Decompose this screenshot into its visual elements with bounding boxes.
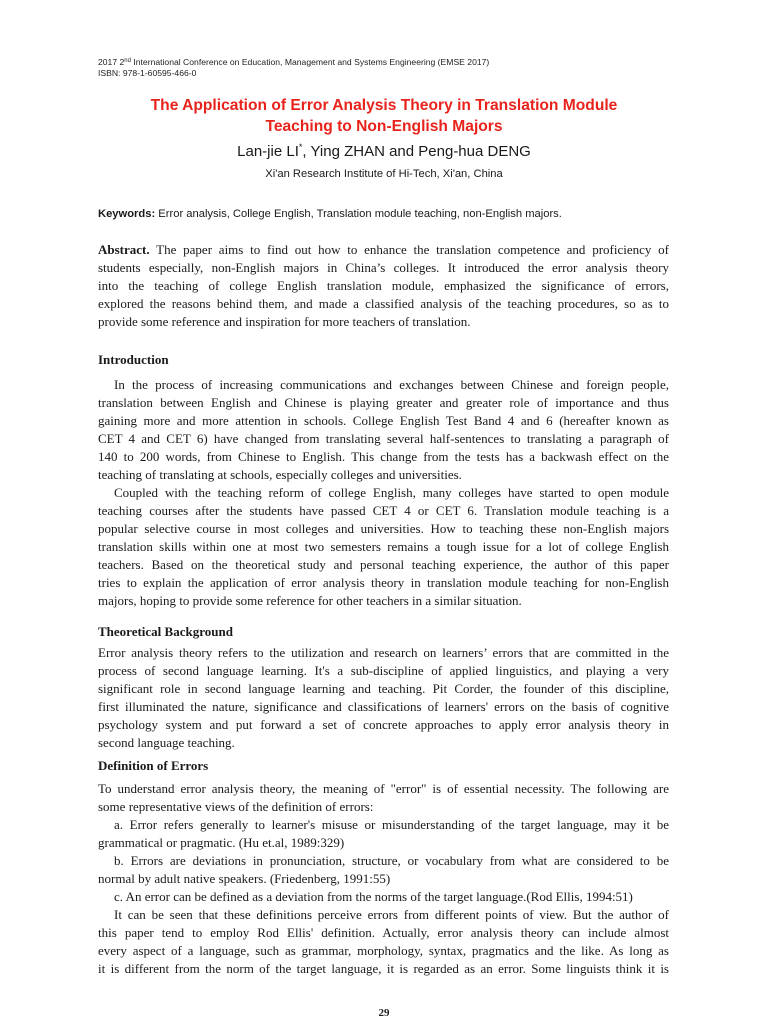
paper-title	[80, 95, 688, 137]
conference-ordinal: nd	[124, 58, 131, 64]
body-line: process of second language learning. It's a sub-discipline of applied linguistics, and playing a very	[98, 663, 669, 678]
body-line: it is different from the norm of the target language, it is regarded as an error. Some linguists think it is	[98, 961, 669, 976]
body-line: psychology system and put forward a set of concrete approaches to apply error analysis theory in	[98, 717, 669, 732]
body-line: majors, hoping to provide some reference for other teachers in a similar situation.	[98, 593, 522, 608]
section-heading-theoretical-background: Theoretical Background	[98, 624, 233, 639]
body-line: significant role in second language learning and teaching. Pit Corder, the founder of this discipline,	[98, 681, 669, 696]
abstract	[98, 241, 669, 331]
abstract-line-text: The paper aims to find out how to enhance the translation competence and proficiency of	[149, 242, 669, 257]
body-line: To understand error analysis theory, the meaning of "error" is of essential necessity. The following are	[98, 781, 669, 796]
body-line: 140 to 200 words, from Chinese to English. This change from the tests has a backwash effect on the	[98, 449, 669, 464]
conference-name: International Conference on Education, Management and Systems Engineering (EMSE 2017)	[130, 57, 490, 67]
keywords	[98, 207, 678, 222]
body-line: teachers. Based on the theoretical study and personal teaching experience, the author of this paper	[98, 557, 669, 572]
list-item: b. Errors are deviations in pronunciation, structure, or vocabulary from what are considered to be	[114, 853, 669, 868]
affiliation: Xi'an Research Institute of Hi-Tech, Xi'an, China	[265, 168, 503, 180]
abstract-line: into the teaching of college English translation module, emphasized the significance of errors,	[98, 278, 669, 293]
body-line: translation between English and Chinese is playing greater and greater role of importance and thus	[98, 395, 669, 410]
corresponding-author-mark: *	[298, 142, 303, 152]
body-line: Coupled with the teaching reform of college English, many colleges have started to open module	[114, 485, 669, 500]
title-line-1: The Application of Error Analysis Theory in Translation Module	[150, 97, 618, 114]
conference-line	[98, 57, 698, 68]
body-line: tries to explain the application of error analysis theory in translation module teaching for non-English	[98, 575, 669, 590]
body-line: It can be seen that these definitions perceive errors from different points of view. But the author of	[114, 907, 669, 922]
author-primary: Lan-jie LI	[237, 143, 299, 160]
abstract-line: students especially, non-English majors in China’s colleges. It introduced the error analysis theory	[98, 260, 669, 275]
body-line: first illuminated the nature, significance and classifications of learners' errors on the basis of cognitive	[98, 699, 669, 714]
isbn: ISBN: 978-1-60595-466-0	[98, 68, 197, 78]
section-heading-introduction: Introduction	[98, 352, 169, 367]
body-line: CET 4 and CET 6) have changed from translating several half-sentences to translating a paragraph of	[98, 431, 669, 446]
list-item: c. An error can be defined as a deviation from the norms of the target language.(Rod Ellis, 1994:51)	[114, 889, 633, 904]
keywords-label: Keywords:	[98, 208, 156, 220]
abstract-label: Abstract.	[98, 242, 150, 257]
body-line: grammatical or pragmatic. (Hu et.al, 1989:329)	[98, 835, 345, 850]
title-line-2: Teaching to Non-English Majors	[265, 118, 503, 135]
theory-body	[98, 644, 669, 752]
keywords-text: Error analysis, College English, Translation module teaching, non-English majors.	[155, 208, 562, 220]
body-line: this paper tend to employ Rod Ellis' definition. Actually, error analysis theory can include almost	[98, 925, 669, 940]
author-others: , Ying ZHAN and Peng-hua DENG	[302, 143, 531, 160]
definition-body	[98, 780, 669, 978]
author-list	[80, 142, 688, 162]
list-item: a. Error refers generally to learner's misuse or misunderstanding of the target language, may it be	[114, 817, 669, 832]
body-line: second language teaching.	[98, 735, 235, 750]
body-line: Error analysis theory refers to the utilization and research on learners’ errors that are committed in the	[98, 645, 669, 660]
introduction-body	[98, 376, 669, 610]
abstract-line: explored the reasons behind them, and made a classified analysis of the teaching procedures, so as to	[98, 296, 669, 311]
conference-header	[98, 57, 698, 79]
page-number: 29	[378, 1007, 390, 1019]
body-line: teaching courses after the students have passed CET 4 or CET 6. Translation module teaching is a	[98, 503, 669, 518]
abstract-line: provide some reference and inspiration for more teachers of translation.	[98, 314, 471, 329]
body-line: In the process of increasing communications and exchanges between Chinese and foreign people,	[114, 377, 669, 392]
body-line: teaching of translating at schools, especially colleges and universities.	[98, 467, 462, 482]
body-line: gaining more and more attention in schools. College English Test Band 4 and 6 (hereafter known as	[98, 413, 669, 428]
abstract-line	[98, 241, 669, 259]
body-line: some representative views of the definition of errors:	[98, 799, 374, 814]
body-line: every aspect of a language, such as grammar, morphology, syntax, pragmatics and the like. As long as	[98, 943, 669, 958]
section-heading-definition-of-errors: Definition of Errors	[98, 758, 209, 773]
conference-year: 2017 2	[98, 57, 125, 67]
body-line: popular selective course in most colleges and universities. How to teaching these non-English majors	[98, 521, 669, 536]
body-line: translation skills within one at most two semesters remains a tough issue for a lot of college English	[98, 539, 669, 554]
body-line: normal by adult native speakers. (Friedenberg, 1991:55)	[98, 871, 391, 886]
